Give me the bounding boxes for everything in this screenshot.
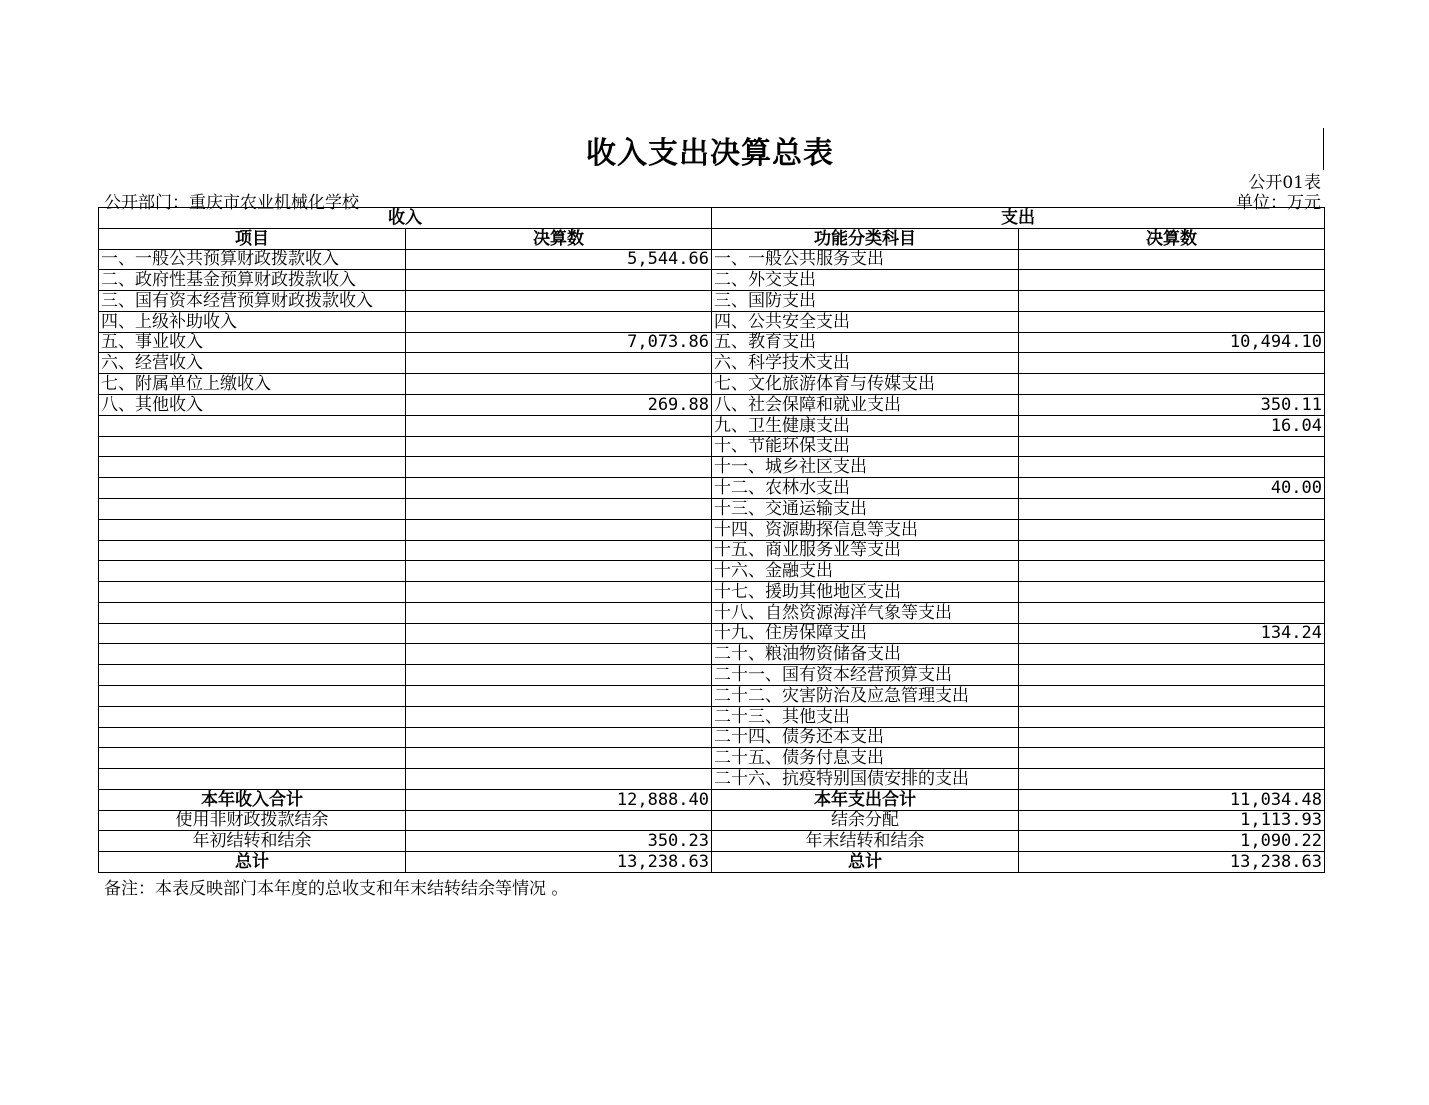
expense-amount-cell — [1019, 311, 1325, 332]
summary-expense-label: 本年支出合计 — [712, 789, 1019, 810]
table-row — [99, 395, 1325, 416]
expense-item-cell: 三、国防支出 — [712, 291, 1019, 312]
expense-amount-cell — [1019, 540, 1325, 561]
income-amount-cell — [406, 644, 712, 665]
summary-expense-label: 年末结转和结余 — [712, 831, 1019, 852]
income-item-cell — [99, 706, 406, 727]
expense-amount-cell — [1019, 769, 1325, 790]
income-item-cell — [99, 727, 406, 748]
page-title: 收入支出决算总表 — [586, 136, 834, 171]
table-row — [99, 498, 1325, 519]
income-amount-cell — [406, 478, 712, 499]
unit-label: 单位：万元 — [1236, 193, 1321, 213]
expense-item-cell: 十四、资源勘探信息等支出 — [712, 519, 1019, 540]
expense-item-cell: 十三、交通运输支出 — [712, 498, 1019, 519]
summary-expense-amount: 1,090.22 — [1019, 831, 1325, 852]
table-row — [99, 478, 1325, 499]
expense-item-cell: 二十五、债务付息支出 — [712, 748, 1019, 769]
income-amount-cell — [406, 457, 712, 478]
income-item-cell — [99, 685, 406, 706]
summary-income-amount: 13,238.63 — [406, 852, 712, 873]
income-item-cell — [99, 561, 406, 582]
income-item-cell — [99, 457, 406, 478]
income-amount-cell — [406, 623, 712, 644]
summary-row — [99, 852, 1325, 873]
income-item-cell — [99, 644, 406, 665]
income-item-cell — [99, 623, 406, 644]
expense-amount-cell — [1019, 498, 1325, 519]
summary-income-label: 总计 — [99, 852, 406, 873]
expense-item-cell: 七、文化旅游体育与传媒支出 — [712, 374, 1019, 395]
expense-amount-cell — [1019, 270, 1325, 291]
income-item-cell — [99, 602, 406, 623]
expense-item-cell: 十七、援助其他地区支出 — [712, 582, 1019, 603]
form-code: 公开01表 — [1248, 173, 1321, 193]
income-item-header: 项目 — [99, 228, 406, 249]
title-divider — [1323, 128, 1324, 170]
expense-amount-cell: 16.04 — [1019, 415, 1325, 436]
expense-item-cell: 九、卫生健康支出 — [712, 415, 1019, 436]
expense-group-header: 支出 — [712, 208, 1325, 229]
expense-item-cell: 十一、城乡社区支出 — [712, 457, 1019, 478]
summary-income-amount: 350.23 — [406, 831, 712, 852]
summary-row — [99, 810, 1325, 831]
income-amount-cell — [406, 582, 712, 603]
table-row — [99, 519, 1325, 540]
table-row — [99, 374, 1325, 395]
expense-amount-cell — [1019, 727, 1325, 748]
income-item-cell — [99, 436, 406, 457]
expense-item-cell: 十八、自然资源海洋气象等支出 — [712, 602, 1019, 623]
income-item-cell — [99, 519, 406, 540]
group-header-row — [99, 208, 1325, 229]
expense-item-cell: 四、公共安全支出 — [712, 311, 1019, 332]
income-item-cell: 六、经营收入 — [99, 353, 406, 374]
summary-income-amount: 12,888.40 — [406, 789, 712, 810]
expense-item-cell: 二十六、抗疫特别国债安排的支出 — [712, 769, 1019, 790]
expense-amount-cell: 134.24 — [1019, 623, 1325, 644]
income-item-cell — [99, 540, 406, 561]
table-row — [99, 727, 1325, 748]
expense-amount-cell — [1019, 353, 1325, 374]
income-amount-cell — [406, 685, 712, 706]
expense-amount-cell — [1019, 644, 1325, 665]
income-amount-cell — [406, 291, 712, 312]
income-amount-cell — [406, 436, 712, 457]
income-amount-cell — [406, 602, 712, 623]
expense-amount-cell — [1019, 374, 1325, 395]
income-amount-cell — [406, 415, 712, 436]
expense-item-header: 功能分类科目 — [712, 228, 1019, 249]
table-row — [99, 270, 1325, 291]
table-row — [99, 582, 1325, 603]
expense-amount-cell — [1019, 519, 1325, 540]
expense-amount-cell — [1019, 561, 1325, 582]
table-row — [99, 291, 1325, 312]
expense-amount-cell — [1019, 582, 1325, 603]
table-row — [99, 311, 1325, 332]
income-amount-cell — [406, 540, 712, 561]
summary-expense-amount: 11,034.48 — [1019, 789, 1325, 810]
summary-income-label: 使用非财政拨款结余 — [99, 810, 406, 831]
income-amount-cell: 7,073.86 — [406, 332, 712, 353]
summary-expense-amount: 13,238.63 — [1019, 852, 1325, 873]
expense-amount-cell — [1019, 249, 1325, 270]
expense-item-cell: 十二、农林水支出 — [712, 478, 1019, 499]
expense-item-cell: 八、社会保障和就业支出 — [712, 395, 1019, 416]
income-item-cell — [99, 415, 406, 436]
expense-amount-cell — [1019, 436, 1325, 457]
expense-item-cell: 二十一、国有资本经营预算支出 — [712, 665, 1019, 686]
expense-amount-cell — [1019, 748, 1325, 769]
income-amount-cell — [406, 374, 712, 395]
expense-item-cell: 十、节能环保支出 — [712, 436, 1019, 457]
income-item-cell — [99, 478, 406, 499]
expense-item-cell: 二十四、债务还本支出 — [712, 727, 1019, 748]
expense-amount-cell — [1019, 457, 1325, 478]
expense-item-cell: 十九、住房保障支出 — [712, 623, 1019, 644]
expense-item-cell: 二十二、灾害防治及应急管理支出 — [712, 685, 1019, 706]
income-item-cell: 四、上级补助收入 — [99, 311, 406, 332]
table-row — [99, 644, 1325, 665]
table-row — [99, 249, 1325, 270]
income-amount-cell — [406, 270, 712, 291]
expense-amount-header: 决算数 — [1019, 228, 1325, 249]
income-item-cell — [99, 748, 406, 769]
income-amount-cell — [406, 748, 712, 769]
expense-amount-cell — [1019, 602, 1325, 623]
table-row — [99, 665, 1325, 686]
income-item-cell — [99, 769, 406, 790]
expense-item-cell: 二十、粮油物资储备支出 — [712, 644, 1019, 665]
expense-item-cell: 六、科学技术支出 — [712, 353, 1019, 374]
expense-amount-cell — [1019, 706, 1325, 727]
table-row — [99, 748, 1325, 769]
expense-amount-cell: 350.11 — [1019, 395, 1325, 416]
budget-table-body — [99, 208, 1325, 873]
table-row — [99, 457, 1325, 478]
table-row — [99, 415, 1325, 436]
summary-income-amount — [406, 810, 712, 831]
expense-amount-cell — [1019, 685, 1325, 706]
expense-item-cell: 一、一般公共服务支出 — [712, 249, 1019, 270]
table-row — [99, 540, 1325, 561]
income-amount-cell: 269.88 — [406, 395, 712, 416]
income-amount-header: 决算数 — [406, 228, 712, 249]
expense-amount-cell: 40.00 — [1019, 478, 1325, 499]
expense-amount-cell: 10,494.10 — [1019, 332, 1325, 353]
summary-income-label: 年初结转和结余 — [99, 831, 406, 852]
summary-expense-label: 结余分配 — [712, 810, 1019, 831]
table-row — [99, 353, 1325, 374]
table-row — [99, 332, 1325, 353]
summary-row — [99, 831, 1325, 852]
income-amount-cell — [406, 498, 712, 519]
table-row — [99, 769, 1325, 790]
table-row — [99, 436, 1325, 457]
summary-expense-amount: 1,113.93 — [1019, 810, 1325, 831]
income-item-cell: 一、一般公共预算财政拨款收入 — [99, 249, 406, 270]
expense-item-cell: 十六、金融支出 — [712, 561, 1019, 582]
expense-item-cell: 二十三、其他支出 — [712, 706, 1019, 727]
income-amount-cell — [406, 353, 712, 374]
summary-row — [99, 789, 1325, 810]
income-amount-cell — [406, 519, 712, 540]
income-amount-cell: 5,544.66 — [406, 249, 712, 270]
table-row — [99, 602, 1325, 623]
table-row — [99, 685, 1325, 706]
income-item-cell: 二、政府性基金预算财政拨款收入 — [99, 270, 406, 291]
income-item-cell — [99, 665, 406, 686]
income-amount-cell — [406, 706, 712, 727]
income-item-cell — [99, 498, 406, 519]
summary-income-label: 本年收入合计 — [99, 789, 406, 810]
income-item-cell: 三、国有资本经营预算财政拨款收入 — [99, 291, 406, 312]
table-row — [99, 623, 1325, 644]
summary-expense-label: 总计 — [712, 852, 1019, 873]
income-group-header: 收入 — [99, 208, 712, 229]
expense-amount-cell — [1019, 291, 1325, 312]
income-amount-cell — [406, 311, 712, 332]
expense-amount-cell — [1019, 665, 1325, 686]
budget-table — [98, 207, 1325, 873]
expense-item-cell: 五、教育支出 — [712, 332, 1019, 353]
income-item-cell — [99, 582, 406, 603]
table-row — [99, 706, 1325, 727]
income-amount-cell — [406, 769, 712, 790]
department-label: 公开部门：重庆市农业机械化学校 — [104, 193, 359, 213]
income-amount-cell — [406, 665, 712, 686]
income-item-cell: 七、附属单位上缴收入 — [99, 374, 406, 395]
income-item-cell: 五、事业收入 — [99, 332, 406, 353]
column-header-row — [99, 228, 1325, 249]
income-item-cell: 八、其他收入 — [99, 395, 406, 416]
income-amount-cell — [406, 727, 712, 748]
table-row — [99, 561, 1325, 582]
expense-item-cell: 二、外交支出 — [712, 270, 1019, 291]
footnote: 备注：本表反映部门本年度的总收支和年末结转结余等情况 。 — [104, 879, 569, 899]
income-amount-cell — [406, 561, 712, 582]
expense-item-cell: 十五、商业服务业等支出 — [712, 540, 1019, 561]
